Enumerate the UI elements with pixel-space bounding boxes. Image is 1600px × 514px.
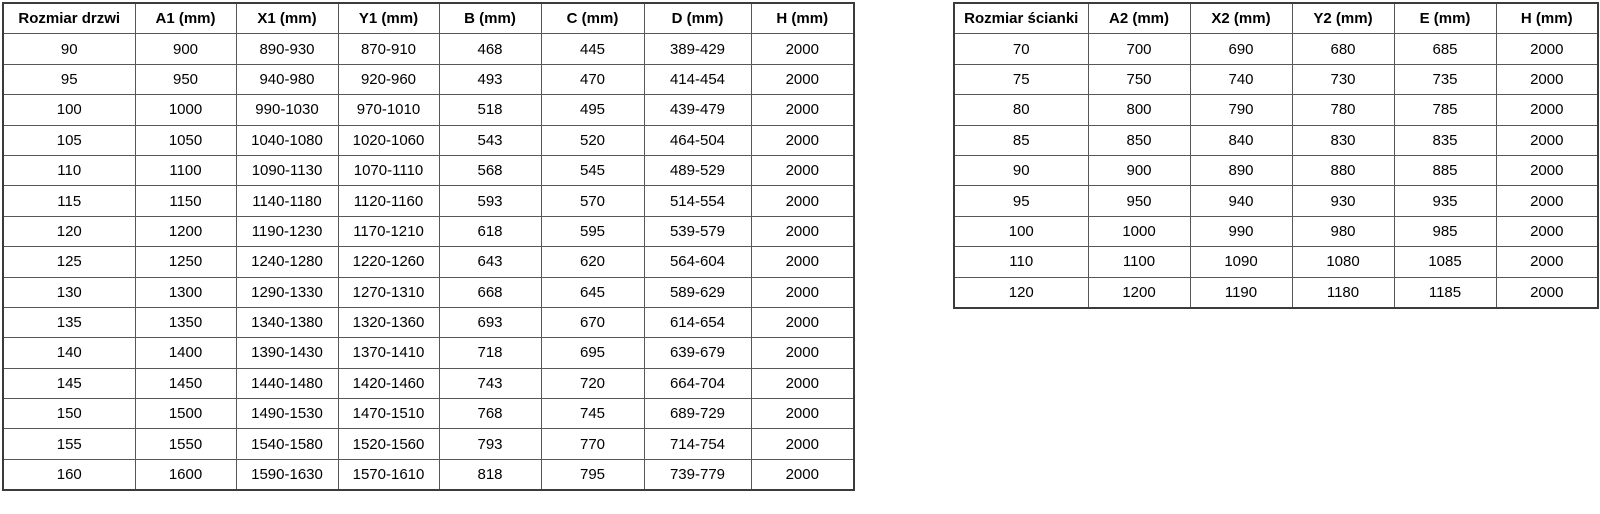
table-cell: 730 — [1292, 64, 1394, 94]
table-row — [954, 216, 1598, 246]
table-cell: 2000 — [1496, 64, 1598, 94]
table-cell: 2000 — [751, 95, 854, 125]
table-cell: 940-980 — [236, 64, 338, 94]
table-cell: 110 — [3, 155, 135, 185]
table-cell: 1150 — [135, 186, 236, 216]
table-cell: 1100 — [135, 155, 236, 185]
table-cell: 1550 — [135, 429, 236, 459]
table-row — [3, 307, 854, 337]
table-cell: 125 — [3, 247, 135, 277]
table-row — [3, 34, 854, 64]
table-cell: 740 — [1190, 64, 1292, 94]
table-cell: 835 — [1394, 125, 1496, 155]
table-cell: 514-554 — [644, 186, 751, 216]
table-cell: 735 — [1394, 64, 1496, 94]
table-cell: 2000 — [1496, 186, 1598, 216]
table-cell: 70 — [954, 34, 1088, 64]
table-cell: 980 — [1292, 216, 1394, 246]
table-cell: 2000 — [751, 125, 854, 155]
table-cell: 85 — [954, 125, 1088, 155]
header-row — [3, 3, 854, 34]
table-cell: 739-779 — [644, 459, 751, 490]
table-cell: 100 — [954, 216, 1088, 246]
table-cell: 2000 — [1496, 277, 1598, 308]
table-cell: 1190-1230 — [236, 216, 338, 246]
table-cell: 1370-1410 — [338, 338, 439, 368]
table-cell: 693 — [439, 307, 541, 337]
table-row — [3, 155, 854, 185]
table-cell: 2000 — [751, 247, 854, 277]
table-cell: 75 — [954, 64, 1088, 94]
table-cell: 1000 — [1088, 216, 1190, 246]
column-header: D (mm) — [644, 3, 751, 34]
table-cell: 1180 — [1292, 277, 1394, 308]
table-cell: 840 — [1190, 125, 1292, 155]
header-row — [954, 3, 1598, 34]
column-header: X1 (mm) — [236, 3, 338, 34]
table-row — [954, 34, 1598, 64]
table-cell: 985 — [1394, 216, 1496, 246]
table-cell: 135 — [3, 307, 135, 337]
table-cell: 518 — [439, 95, 541, 125]
table-row — [954, 125, 1598, 155]
table-cell: 890-930 — [236, 34, 338, 64]
table-cell: 1450 — [135, 368, 236, 398]
table-cell: 1570-1610 — [338, 459, 439, 490]
table-cell: 818 — [439, 459, 541, 490]
table-cell: 795 — [541, 459, 644, 490]
column-header: Rozmiar ścianki — [954, 3, 1088, 34]
table-cell: 689-729 — [644, 399, 751, 429]
table-cell: 1590-1630 — [236, 459, 338, 490]
table-cell: 830 — [1292, 125, 1394, 155]
table-cell: 1540-1580 — [236, 429, 338, 459]
table-cell: 2000 — [751, 186, 854, 216]
table-cell: 115 — [3, 186, 135, 216]
table-cell: 935 — [1394, 186, 1496, 216]
table-cell: 595 — [541, 216, 644, 246]
table-cell: 2000 — [751, 399, 854, 429]
table-cell: 700 — [1088, 34, 1190, 64]
table-row — [3, 399, 854, 429]
table-cell: 2000 — [751, 429, 854, 459]
table-cell: 768 — [439, 399, 541, 429]
table-cell: 120 — [3, 216, 135, 246]
table-cell: 539-579 — [644, 216, 751, 246]
table-cell: 900 — [1088, 155, 1190, 185]
table-cell: 493 — [439, 64, 541, 94]
table-cell: 670 — [541, 307, 644, 337]
table-cell: 495 — [541, 95, 644, 125]
table-cell: 95 — [3, 64, 135, 94]
table-cell: 2000 — [751, 34, 854, 64]
table-cell: 643 — [439, 247, 541, 277]
table-cell: 790 — [1190, 95, 1292, 125]
table-cell: 970-1010 — [338, 95, 439, 125]
table-cell: 990 — [1190, 216, 1292, 246]
table-cell: 850 — [1088, 125, 1190, 155]
table-cell: 620 — [541, 247, 644, 277]
column-header: C (mm) — [541, 3, 644, 34]
table-cell: 750 — [1088, 64, 1190, 94]
table-cell: 2000 — [1496, 247, 1598, 277]
table-cell: 1240-1280 — [236, 247, 338, 277]
table-cell: 1440-1480 — [236, 368, 338, 398]
table-cell: 940 — [1190, 186, 1292, 216]
table-row — [954, 247, 1598, 277]
table-cell: 2000 — [1496, 95, 1598, 125]
table-cell: 800 — [1088, 95, 1190, 125]
table-cell: 110 — [954, 247, 1088, 277]
table-cell: 1050 — [135, 125, 236, 155]
table-cell: 1190 — [1190, 277, 1292, 308]
table-cell: 1500 — [135, 399, 236, 429]
table-cell: 785 — [1394, 95, 1496, 125]
table-cell: 470 — [541, 64, 644, 94]
table-cell: 664-704 — [644, 368, 751, 398]
table-cell: 489-529 — [644, 155, 751, 185]
table-cell: 1470-1510 — [338, 399, 439, 429]
table-row — [954, 155, 1598, 185]
column-header: H (mm) — [751, 3, 854, 34]
door-size-table — [2, 2, 855, 491]
table-cell: 668 — [439, 277, 541, 307]
table-cell: 468 — [439, 34, 541, 64]
column-header: X2 (mm) — [1190, 3, 1292, 34]
table-cell: 1070-1110 — [338, 155, 439, 185]
table-cell: 1300 — [135, 277, 236, 307]
table-cell: 770 — [541, 429, 644, 459]
table-cell: 870-910 — [338, 34, 439, 64]
table-cell: 1170-1210 — [338, 216, 439, 246]
table-cell: 1290-1330 — [236, 277, 338, 307]
table-cell: 695 — [541, 338, 644, 368]
column-header: Y1 (mm) — [338, 3, 439, 34]
table-cell: 2000 — [1496, 216, 1598, 246]
table-cell: 1100 — [1088, 247, 1190, 277]
table-cell: 564-604 — [644, 247, 751, 277]
table-cell: 920-960 — [338, 64, 439, 94]
table-cell: 570 — [541, 186, 644, 216]
table-cell: 2000 — [1496, 155, 1598, 185]
table-cell: 160 — [3, 459, 135, 490]
table-cell: 105 — [3, 125, 135, 155]
table-cell: 639-679 — [644, 338, 751, 368]
table-row — [3, 459, 854, 490]
table-cell: 80 — [954, 95, 1088, 125]
table-cell: 90 — [954, 155, 1088, 185]
table-cell: 780 — [1292, 95, 1394, 125]
column-header: A2 (mm) — [1088, 3, 1190, 34]
table-cell: 2000 — [751, 216, 854, 246]
table-cell: 2000 — [751, 155, 854, 185]
table-cell: 1120-1160 — [338, 186, 439, 216]
table-cell: 130 — [3, 277, 135, 307]
table-row — [3, 338, 854, 368]
table-cell: 1185 — [1394, 277, 1496, 308]
table-row — [3, 368, 854, 398]
table-cell: 1250 — [135, 247, 236, 277]
table-cell: 1085 — [1394, 247, 1496, 277]
table-cell: 414-454 — [644, 64, 751, 94]
table-cell: 545 — [541, 155, 644, 185]
table-cell: 389-429 — [644, 34, 751, 64]
column-header: H (mm) — [1496, 3, 1598, 34]
table-cell: 714-754 — [644, 429, 751, 459]
table-cell: 90 — [3, 34, 135, 64]
table-cell: 1020-1060 — [338, 125, 439, 155]
table-cell: 543 — [439, 125, 541, 155]
table-cell: 1400 — [135, 338, 236, 368]
table-cell: 950 — [135, 64, 236, 94]
table-cell: 150 — [3, 399, 135, 429]
table-cell: 2000 — [751, 277, 854, 307]
table-cell: 155 — [3, 429, 135, 459]
table-row — [954, 95, 1598, 125]
table-row — [3, 186, 854, 216]
table-row — [954, 277, 1598, 308]
table-cell: 1270-1310 — [338, 277, 439, 307]
table-cell: 1320-1360 — [338, 307, 439, 337]
table-cell: 1000 — [135, 95, 236, 125]
column-header: A1 (mm) — [135, 3, 236, 34]
table-cell: 990-1030 — [236, 95, 338, 125]
table-row — [954, 64, 1598, 94]
table-cell: 1520-1560 — [338, 429, 439, 459]
table-cell: 743 — [439, 368, 541, 398]
table-cell: 1140-1180 — [236, 186, 338, 216]
table-cell: 2000 — [751, 338, 854, 368]
table-cell: 885 — [1394, 155, 1496, 185]
column-header: Y2 (mm) — [1292, 3, 1394, 34]
column-header: E (mm) — [1394, 3, 1496, 34]
table-cell: 1200 — [135, 216, 236, 246]
table-cell: 520 — [541, 125, 644, 155]
table-cell: 140 — [3, 338, 135, 368]
table-cell: 2000 — [751, 64, 854, 94]
table-cell: 685 — [1394, 34, 1496, 64]
table-row — [3, 64, 854, 94]
table-cell: 950 — [1088, 186, 1190, 216]
table-cell: 900 — [135, 34, 236, 64]
table-cell: 589-629 — [644, 277, 751, 307]
table-cell: 1490-1530 — [236, 399, 338, 429]
table-cell: 1600 — [135, 459, 236, 490]
table-cell: 568 — [439, 155, 541, 185]
table-cell: 1090-1130 — [236, 155, 338, 185]
table-cell: 718 — [439, 338, 541, 368]
table-row — [954, 186, 1598, 216]
table-row — [3, 247, 854, 277]
table-cell: 618 — [439, 216, 541, 246]
table-cell: 2000 — [1496, 125, 1598, 155]
table-cell: 1090 — [1190, 247, 1292, 277]
table-cell: 445 — [541, 34, 644, 64]
table-cell: 930 — [1292, 186, 1394, 216]
table-cell: 890 — [1190, 155, 1292, 185]
table-cell: 793 — [439, 429, 541, 459]
table-cell: 2000 — [751, 459, 854, 490]
table-row — [3, 216, 854, 246]
table-cell: 439-479 — [644, 95, 751, 125]
table-row — [3, 95, 854, 125]
table-cell: 2000 — [751, 307, 854, 337]
table-cell: 1220-1260 — [338, 247, 439, 277]
table-cell: 1080 — [1292, 247, 1394, 277]
table-cell: 1040-1080 — [236, 125, 338, 155]
table-cell: 745 — [541, 399, 644, 429]
table-row — [3, 125, 854, 155]
table-cell: 680 — [1292, 34, 1394, 64]
table-cell: 95 — [954, 186, 1088, 216]
table-cell: 1350 — [135, 307, 236, 337]
table-cell: 145 — [3, 368, 135, 398]
column-header: B (mm) — [439, 3, 541, 34]
table-row — [3, 429, 854, 459]
table-cell: 120 — [954, 277, 1088, 308]
table-cell: 645 — [541, 277, 644, 307]
column-header: Rozmiar drzwi — [3, 3, 135, 34]
table-cell: 1200 — [1088, 277, 1190, 308]
wall-size-table — [953, 2, 1599, 309]
table-cell: 1420-1460 — [338, 368, 439, 398]
table-cell: 690 — [1190, 34, 1292, 64]
table-cell: 100 — [3, 95, 135, 125]
table-cell: 614-654 — [644, 307, 751, 337]
table-cell: 1340-1380 — [236, 307, 338, 337]
table-cell: 593 — [439, 186, 541, 216]
table-cell: 464-504 — [644, 125, 751, 155]
table-cell: 2000 — [1496, 34, 1598, 64]
table-cell: 2000 — [751, 368, 854, 398]
table-row — [3, 277, 854, 307]
table-cell: 1390-1430 — [236, 338, 338, 368]
table-cell: 720 — [541, 368, 644, 398]
table-cell: 880 — [1292, 155, 1394, 185]
